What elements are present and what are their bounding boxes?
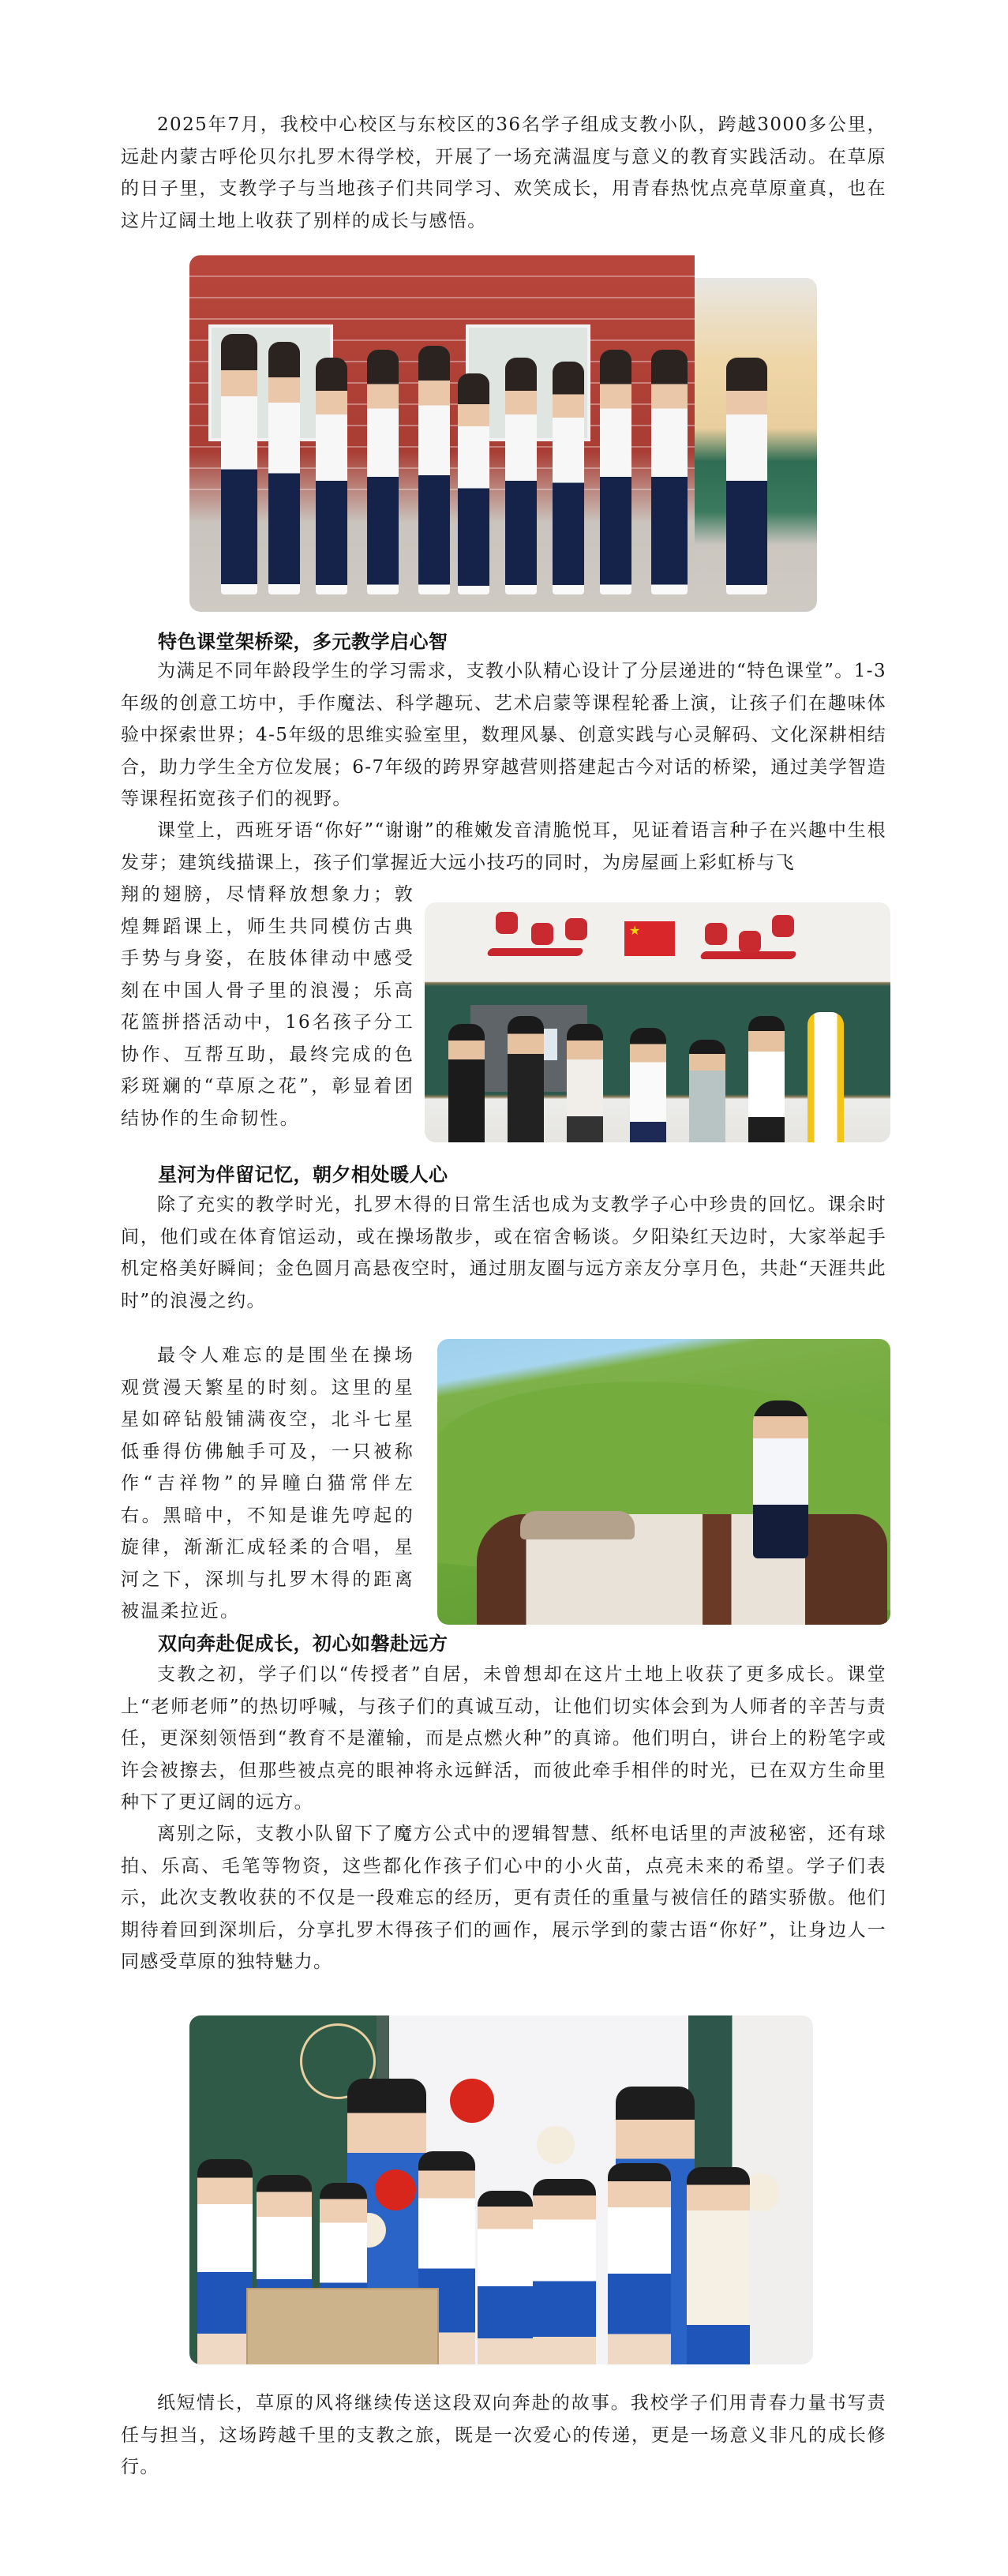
section-paragraph: 支教之初，学子们以“传授者”自居，未曾想却在这片土地上收获了更多成长。课堂上“老师老师”的热切呼喊，与孩子们的真诚互动，让他们切实体会到为人师者的辛苦与责任，更深刻领悟到“教育不是灌输，而是点燃火种”的真谛。他们明白，讲台上的粉笔字或许会被擦去，但那些被点亮的眼神将永远鲜活，而彼此牵手相伴的时光，已在双方生命里种下了更辽阔的远方。 [121, 1664, 886, 1813]
classroom-photo [425, 902, 890, 1142]
student [630, 1028, 666, 1142]
white-paper-fan [537, 2126, 575, 2164]
child [533, 2179, 596, 2364]
section-paragraph: 离别之际，支教小队留下了魔方公式中的逻辑智慧、纸杯电话里的声波秘密，还有球拍、乐高、毛笔等物资，这些都化作孩子们心中的小火苗，点亮未来的希望。学子们表示，此次支教收获的不仅是一段难忘的经历，更有责任的重量与被信任的踏实骄傲。他们期待着回到深圳后，分享扎罗木得孩子们的画作，展示学到的蒙古语“你好”，让身边人一同感受草原的独特魅力。 [121, 1824, 886, 1972]
closing-paragraph: 纸短情长，草原的风将继续传送这段双向奔赴的故事。我校学子们用青春力量书写责任与担当，这场跨越千里的支教之旅，既是一次爱心的传递，更是一场意义非凡的成长修行。 [121, 2393, 886, 2477]
section-heading: 双向奔赴促成长，初心如磐赴远方 [158, 1633, 448, 1655]
red-paper-fan [375, 2169, 416, 2210]
red-paper-fan [450, 2079, 494, 2123]
student [726, 358, 767, 594]
section-paragraph: 为满足不同年龄段学生的学习需求，支教小队精心设计了分层递进的“特色课堂”。1-3年级的创意工坊中，手作魔法、科学趣玩、艺术启蒙等课程轮番上演，让孩子们在趣味体验中探索世界；4-5年级的思维实验室里，数理风暴、创意实践与心灵解码、文化深耕相结合，助力学生全方位发展；6-7年级的跨界穿越营则搭建起古今对话的桥梁，通过美学智造等课程拓宽孩子们的视野。 [121, 661, 886, 809]
student [448, 1024, 485, 1142]
section-heading: 特色课堂架桥梁，多元教学启心智 [158, 631, 448, 653]
student [316, 358, 347, 594]
badge-ziyou-pingdeng [565, 918, 587, 940]
horse-riding-photo [437, 1339, 890, 1625]
student [508, 1016, 544, 1142]
student [458, 373, 489, 594]
group-photo-brick-wall [189, 255, 695, 612]
student [221, 334, 257, 594]
ribbon-decoration [486, 948, 584, 956]
student [689, 1040, 725, 1142]
student [567, 1024, 603, 1142]
national-flag [624, 921, 675, 956]
badge-chengxin-youshan [772, 915, 794, 937]
intro-paragraph: 2025年7月，我校中心校区与东校区的36名学子组成支教小队，跨越3000多公里，远赴内蒙古呼伦贝尔扎罗木得学校，开展了一场充满温度与意义的教育实践活动。在草原的日子里，支教学子与当地孩子们共同学习、欢笑成长，用青春热忱点亮草原童真，也在这片辽阔土地上收获了别样的成长与感悟。 [121, 114, 886, 231]
student [748, 1016, 785, 1142]
badge-fuqiang-minzhu [496, 912, 518, 934]
group-photo-brick-wall-background [695, 278, 817, 612]
children-fans-photo [189, 2015, 813, 2364]
podium [246, 2288, 439, 2364]
student [418, 346, 450, 594]
student [600, 350, 631, 594]
badge-wenming-hexie [531, 923, 553, 945]
child [687, 2167, 750, 2364]
badge-gongzheng-fazhi [705, 923, 727, 945]
student [553, 362, 584, 594]
student [505, 358, 537, 594]
section-paragraph: 课堂上，西班牙语“你好”“谢谢”的稚嫩发音清脆悦耳，见证着语言种子在兴趣中生根发芽；建筑线描课上，孩子们掌握近大远小技巧的同时，为房屋画上彩虹桥与飞 [121, 820, 886, 873]
student [268, 342, 300, 594]
rider [753, 1400, 808, 1558]
child [478, 2191, 533, 2364]
badge-aiguo-jingye [739, 931, 761, 953]
student [651, 350, 688, 594]
student [808, 1012, 844, 1142]
student [367, 350, 399, 594]
child [608, 2163, 671, 2364]
section-paragraph-wrapped: 翔的翅膀，尽情释放想象力；敦煌舞蹈课上，师生共同模仿古典手势与身姿，在肢体律动中感受刻在中国人骨子里的浪漫；乐高花篮拼搭活动中，16名孩子分工协作、互帮互助，最终完成的色彩斑斓的“草原之花”，彰显着团结协作的生命韧性。 [121, 884, 414, 1129]
child [197, 2159, 253, 2364]
section-paragraph-wrapped: 最令人难忘的是围坐在操场观赏漫天繁星的时刻。这里的星星如碎钻般铺满夜空，北斗七星低垂得仿佛触手可及，一只被称作“吉祥物”的异瞳白猫常伴左右。黑暗中，不知是谁先哼起的旋律，渐渐汇成轻柔的合唱，星河之下，深圳与扎罗木得的距离被温柔拉近。 [121, 1345, 414, 1622]
section-heading: 星河为伴留记忆，朝夕相处暖人心 [158, 1164, 448, 1186]
horse-mane [520, 1511, 635, 1539]
section-paragraph: 除了充实的教学时光，扎罗木得的日常生活也成为支教学子心中珍贵的回忆。课余时间，他们或在体育馆运动，或在操场散步，或在宿舍畅谈。夕阳染红天边时，大家举起手机定格美好瞬间；金色圆月高悬夜空时，通过朋友圈与远方亲友分享月色，共赴“天涯共此时”的浪漫之约。 [121, 1194, 886, 1311]
